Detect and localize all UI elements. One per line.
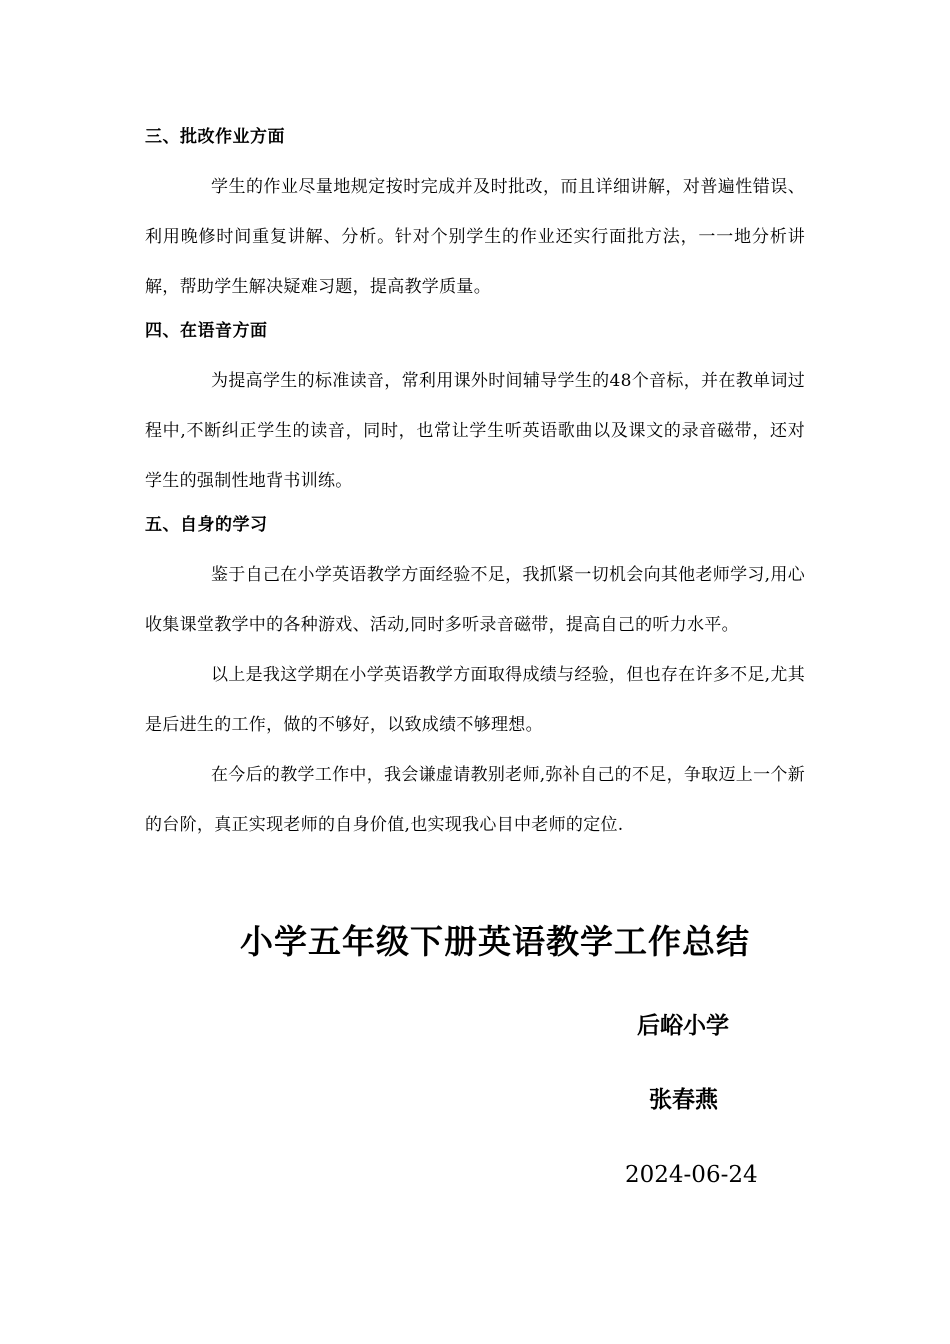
document-title: 小学五年级下册英语教学工作总结	[240, 922, 750, 961]
section-heading: 三、批改作业方面	[145, 127, 285, 147]
section-paragraph: 鉴于自己在小学英语教学方面经验不足，我抓紧一切机会向其他老师学习,用心收集课堂教学中的各种游戏、活动,同时多听录音磁带，提高自己的听力水平。	[145, 565, 805, 635]
section-self-study	[145, 510, 805, 850]
section-paragraph: 为提高学生的标准读音，常利用课外时间辅导学生的48个音标，并在教单词过程中,不断纠正学生的读音，同时，也常让学生听英语歌曲以及课文的录音磁带，还对学生的强制性地背书训练。	[145, 371, 805, 491]
document-body	[145, 122, 805, 850]
school-name: 后峪小学	[637, 1013, 729, 1039]
section-correcting-homework	[145, 122, 805, 312]
section-paragraph: 以上是我这学期在小学英语教学方面取得成绩与经验，但也存在许多不足,尤其是后进生的工作，做的不够好，以致成绩不够理想。	[145, 665, 805, 735]
section-heading: 五、自身的学习	[145, 515, 268, 535]
section-paragraph: 学生的作业尽量地规定按时完成并及时批改，而且详细讲解，对普遍性错误、利用晚修时间重复讲解、分析。针对个别学生的作业还实行面批方法，一一地分析讲解，帮助学生解决疑难习题，提高教学质量。	[145, 177, 805, 297]
author-name: 张春燕	[649, 1087, 718, 1113]
section-pronunciation	[145, 316, 805, 506]
section-heading: 四、在语音方面	[145, 321, 268, 341]
document-date: 2024-06-24	[625, 1162, 758, 1188]
section-paragraph: 在今后的教学工作中，我会谦虚请教别老师,弥补自己的不足，争取迈上一个新的台阶，真正实现老师的自身价值,也实现我心目中老师的定位.	[145, 765, 805, 835]
